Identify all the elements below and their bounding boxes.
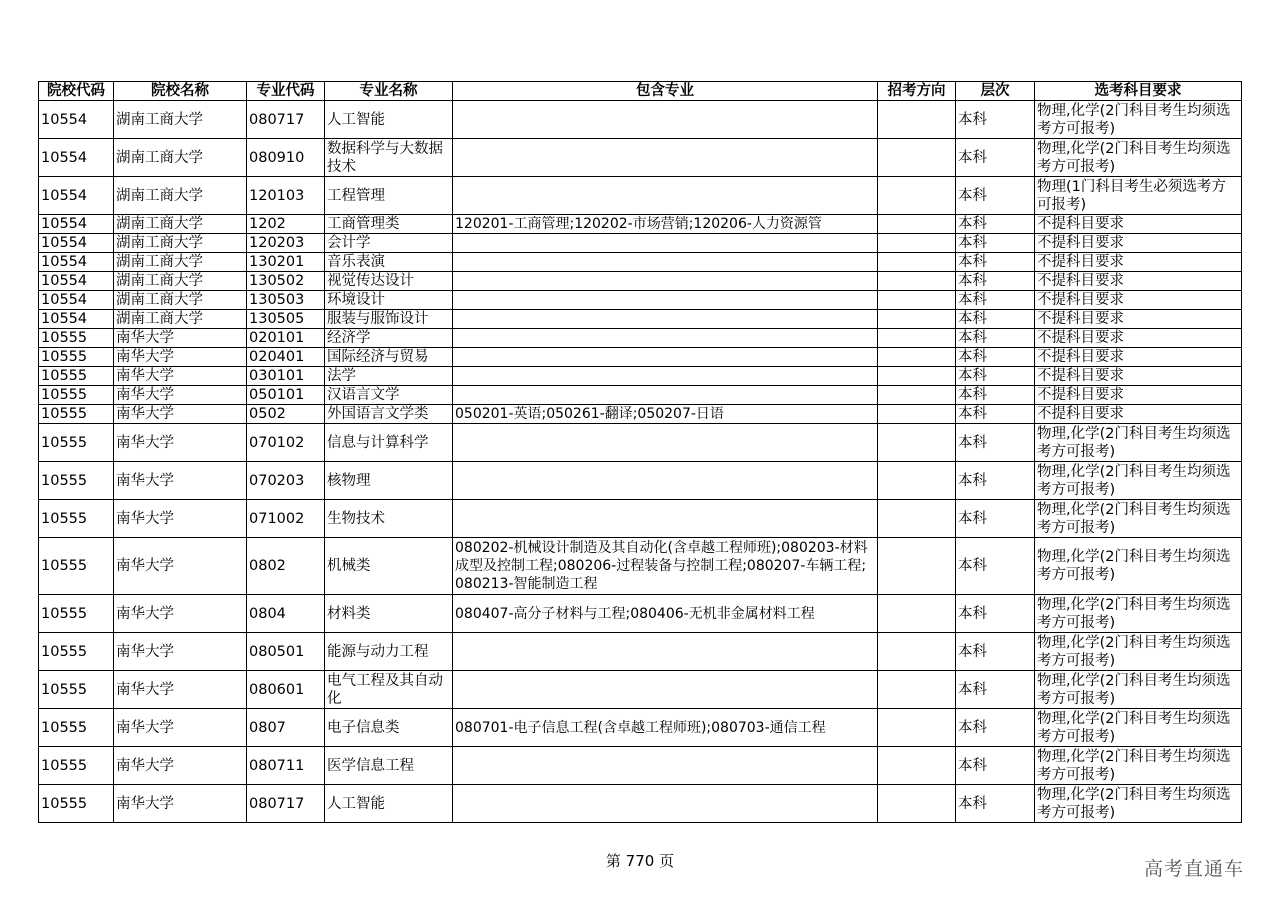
cell-school-name: 南华大学 — [114, 709, 247, 747]
cell-major-code: 0807 — [247, 709, 325, 747]
cell-programs — [453, 234, 878, 253]
cell-level: 本科 — [956, 367, 1035, 386]
cell-major-code: 080711 — [247, 747, 325, 785]
cell-requirement: 不提科目要求 — [1035, 215, 1242, 234]
header-level: 层次 — [956, 82, 1035, 101]
cell-school-code: 10554 — [39, 310, 114, 329]
cell-major-name: 服装与服饰设计 — [325, 310, 453, 329]
cell-programs: 050201-英语;050261-翻译;050207-日语 — [453, 405, 878, 424]
table-row — [39, 424, 1242, 462]
header-direction: 招考方向 — [878, 82, 956, 101]
cell-requirement: 物理,化学(2门科目考生均须选考方可报考) — [1035, 785, 1242, 823]
cell-major-code: 120203 — [247, 234, 325, 253]
cell-major-code: 070102 — [247, 424, 325, 462]
cell-programs: 080202-机械设计制造及其自动化(含卓越工程师班);080203-材料成型及控制工程;080206-过程装备与控制工程;080207-车辆工程;080213-智能制造工程 — [453, 538, 878, 595]
cell-direction — [878, 500, 956, 538]
cell-programs — [453, 671, 878, 709]
cell-level: 本科 — [956, 215, 1035, 234]
table-row — [39, 633, 1242, 671]
cell-school-name: 南华大学 — [114, 462, 247, 500]
cell-major-name: 能源与动力工程 — [325, 633, 453, 671]
cell-major-code: 080717 — [247, 785, 325, 823]
cell-requirement: 不提科目要求 — [1035, 405, 1242, 424]
cell-level: 本科 — [956, 633, 1035, 671]
cell-school-code: 10555 — [39, 785, 114, 823]
cell-school-name: 南华大学 — [114, 348, 247, 367]
table-row — [39, 538, 1242, 595]
cell-requirement: 不提科目要求 — [1035, 329, 1242, 348]
cell-major-name: 外国语言文学类 — [325, 405, 453, 424]
cell-requirement: 物理,化学(2门科目考生均须选考方可报考) — [1035, 671, 1242, 709]
table-row — [39, 405, 1242, 424]
cell-major-code: 0804 — [247, 595, 325, 633]
header-requirement: 选考科目要求 — [1035, 82, 1242, 101]
cell-major-code: 130505 — [247, 310, 325, 329]
cell-programs — [453, 272, 878, 291]
cell-level: 本科 — [956, 291, 1035, 310]
cell-direction — [878, 424, 956, 462]
table-row — [39, 272, 1242, 291]
cell-major-code: 020101 — [247, 329, 325, 348]
cell-major-name: 电子信息类 — [325, 709, 453, 747]
cell-major-name: 医学信息工程 — [325, 747, 453, 785]
cell-direction — [878, 215, 956, 234]
cell-requirement: 不提科目要求 — [1035, 253, 1242, 272]
cell-major-name: 音乐表演 — [325, 253, 453, 272]
cell-direction — [878, 633, 956, 671]
cell-major-code: 080601 — [247, 671, 325, 709]
cell-major-name: 视觉传达设计 — [325, 272, 453, 291]
table-row — [39, 215, 1242, 234]
header-row — [39, 82, 1242, 101]
cell-level: 本科 — [956, 329, 1035, 348]
table-row — [39, 177, 1242, 215]
cell-direction — [878, 329, 956, 348]
cell-major-code: 120103 — [247, 177, 325, 215]
cell-requirement: 物理,化学(2门科目考生均须选考方可报考) — [1035, 424, 1242, 462]
cell-major-code: 050101 — [247, 386, 325, 405]
table-row — [39, 462, 1242, 500]
cell-programs — [453, 747, 878, 785]
cell-requirement: 不提科目要求 — [1035, 234, 1242, 253]
header-major-code: 专业代码 — [247, 82, 325, 101]
cell-direction — [878, 367, 956, 386]
cell-requirement: 物理,化学(2门科目考生均须选考方可报考) — [1035, 538, 1242, 595]
cell-direction — [878, 234, 956, 253]
cell-requirement: 物理,化学(2门科目考生均须选考方可报考) — [1035, 595, 1242, 633]
table-row — [39, 253, 1242, 272]
cell-direction — [878, 671, 956, 709]
cell-direction — [878, 310, 956, 329]
cell-programs — [453, 177, 878, 215]
cell-school-code: 10555 — [39, 747, 114, 785]
cell-direction — [878, 101, 956, 139]
cell-level: 本科 — [956, 272, 1035, 291]
cell-level: 本科 — [956, 348, 1035, 367]
cell-major-name: 数据科学与大数据技术 — [325, 139, 453, 177]
cell-school-name: 湖南工商大学 — [114, 291, 247, 310]
cell-school-name: 南华大学 — [114, 633, 247, 671]
cell-level: 本科 — [956, 709, 1035, 747]
cell-direction — [878, 272, 956, 291]
cell-school-code: 10555 — [39, 633, 114, 671]
cell-major-code: 130502 — [247, 272, 325, 291]
cell-direction — [878, 462, 956, 500]
cell-major-name: 生物技术 — [325, 500, 453, 538]
cell-programs — [453, 329, 878, 348]
table-row — [39, 500, 1242, 538]
cell-level: 本科 — [956, 386, 1035, 405]
cell-major-name: 工程管理 — [325, 177, 453, 215]
cell-school-code: 10555 — [39, 424, 114, 462]
cell-school-name: 湖南工商大学 — [114, 253, 247, 272]
cell-school-name: 南华大学 — [114, 386, 247, 405]
cell-major-code: 080717 — [247, 101, 325, 139]
cell-programs — [453, 424, 878, 462]
page-number: 第 770 页 — [605, 852, 675, 870]
table-row — [39, 139, 1242, 177]
cell-level: 本科 — [956, 253, 1035, 272]
cell-major-name: 人工智能 — [325, 785, 453, 823]
cell-direction — [878, 405, 956, 424]
cell-programs — [453, 139, 878, 177]
cell-school-name: 南华大学 — [114, 671, 247, 709]
cell-direction — [878, 709, 956, 747]
cell-major-name: 法学 — [325, 367, 453, 386]
cell-requirement: 不提科目要求 — [1035, 310, 1242, 329]
cell-programs — [453, 348, 878, 367]
cell-programs — [453, 386, 878, 405]
cell-level: 本科 — [956, 500, 1035, 538]
cell-level: 本科 — [956, 234, 1035, 253]
cell-major-name: 工商管理类 — [325, 215, 453, 234]
table-row — [39, 595, 1242, 633]
cell-direction — [878, 785, 956, 823]
cell-requirement: 不提科目要求 — [1035, 386, 1242, 405]
cell-programs — [453, 310, 878, 329]
cell-major-name: 电气工程及其自动化 — [325, 671, 453, 709]
cell-major-code: 030101 — [247, 367, 325, 386]
watermark: 高考直通车 — [1144, 858, 1245, 880]
cell-level: 本科 — [956, 538, 1035, 595]
table-row — [39, 671, 1242, 709]
table-row — [39, 785, 1242, 823]
cell-programs — [453, 500, 878, 538]
cell-level: 本科 — [956, 310, 1035, 329]
cell-school-name: 南华大学 — [114, 329, 247, 348]
cell-major-code: 1202 — [247, 215, 325, 234]
cell-school-code: 10555 — [39, 329, 114, 348]
cell-requirement: 不提科目要求 — [1035, 367, 1242, 386]
header-school-code: 院校代码 — [39, 82, 114, 101]
cell-requirement: 不提科目要求 — [1035, 291, 1242, 310]
cell-school-code: 10554 — [39, 234, 114, 253]
cell-requirement: 物理,化学(2门科目考生均须选考方可报考) — [1035, 101, 1242, 139]
cell-school-code: 10555 — [39, 348, 114, 367]
cell-school-name: 湖南工商大学 — [114, 101, 247, 139]
cell-direction — [878, 177, 956, 215]
cell-school-name: 湖南工商大学 — [114, 139, 247, 177]
cell-level: 本科 — [956, 747, 1035, 785]
cell-school-code: 10555 — [39, 462, 114, 500]
cell-school-code: 10554 — [39, 291, 114, 310]
cell-programs — [453, 101, 878, 139]
cell-requirement: 不提科目要求 — [1035, 348, 1242, 367]
cell-school-code: 10555 — [39, 500, 114, 538]
cell-programs: 080407-高分子材料与工程;080406-无机非金属材料工程 — [453, 595, 878, 633]
cell-level: 本科 — [956, 177, 1035, 215]
table-row — [39, 291, 1242, 310]
cell-major-name: 国际经济与贸易 — [325, 348, 453, 367]
cell-level: 本科 — [956, 671, 1035, 709]
cell-major-code: 0802 — [247, 538, 325, 595]
cell-direction — [878, 595, 956, 633]
cell-requirement: 物理,化学(2门科目考生均须选考方可报考) — [1035, 747, 1242, 785]
cell-school-name: 南华大学 — [114, 747, 247, 785]
cell-school-name: 湖南工商大学 — [114, 272, 247, 291]
cell-school-code: 10555 — [39, 595, 114, 633]
cell-school-name: 南华大学 — [114, 405, 247, 424]
cell-school-name: 湖南工商大学 — [114, 234, 247, 253]
cell-level: 本科 — [956, 405, 1035, 424]
cell-school-code: 10555 — [39, 386, 114, 405]
table-row — [39, 709, 1242, 747]
cell-school-code: 10554 — [39, 272, 114, 291]
major-table — [38, 81, 1242, 823]
cell-school-name: 湖南工商大学 — [114, 215, 247, 234]
header-major-name: 专业名称 — [325, 82, 453, 101]
cell-major-name: 汉语言文学 — [325, 386, 453, 405]
cell-major-name: 信息与计算科学 — [325, 424, 453, 462]
header-school-name: 院校名称 — [114, 82, 247, 101]
cell-school-name: 湖南工商大学 — [114, 177, 247, 215]
cell-school-name: 湖南工商大学 — [114, 310, 247, 329]
cell-direction — [878, 747, 956, 785]
cell-requirement: 物理,化学(2门科目考生均须选考方可报考) — [1035, 139, 1242, 177]
cell-programs: 080701-电子信息工程(含卓越工程师班);080703-通信工程 — [453, 709, 878, 747]
cell-major-name: 材料类 — [325, 595, 453, 633]
cell-programs — [453, 633, 878, 671]
cell-school-code: 10555 — [39, 538, 114, 595]
cell-school-code: 10554 — [39, 215, 114, 234]
cell-direction — [878, 386, 956, 405]
cell-major-code: 020401 — [247, 348, 325, 367]
cell-direction — [878, 139, 956, 177]
header-programs: 包含专业 — [453, 82, 878, 101]
cell-major-code: 080910 — [247, 139, 325, 177]
cell-major-name: 环境设计 — [325, 291, 453, 310]
cell-major-code: 130503 — [247, 291, 325, 310]
cell-level: 本科 — [956, 462, 1035, 500]
cell-school-code: 10554 — [39, 139, 114, 177]
cell-school-code: 10554 — [39, 101, 114, 139]
cell-requirement: 物理,化学(2门科目考生均须选考方可报考) — [1035, 462, 1242, 500]
cell-major-name: 经济学 — [325, 329, 453, 348]
table-row — [39, 234, 1242, 253]
cell-requirement: 不提科目要求 — [1035, 272, 1242, 291]
table-row — [39, 329, 1242, 348]
table-row — [39, 386, 1242, 405]
cell-major-code: 130201 — [247, 253, 325, 272]
cell-programs — [453, 367, 878, 386]
table-row — [39, 101, 1242, 139]
cell-requirement: 物理,化学(2门科目考生均须选考方可报考) — [1035, 633, 1242, 671]
cell-school-code: 10555 — [39, 709, 114, 747]
cell-major-name: 核物理 — [325, 462, 453, 500]
cell-major-code: 0502 — [247, 405, 325, 424]
cell-level: 本科 — [956, 595, 1035, 633]
cell-requirement: 物理,化学(2门科目考生均须选考方可报考) — [1035, 709, 1242, 747]
cell-direction — [878, 538, 956, 595]
cell-level: 本科 — [956, 424, 1035, 462]
cell-level: 本科 — [956, 785, 1035, 823]
cell-requirement: 物理(1门科目考生必须选考方可报考) — [1035, 177, 1242, 215]
cell-major-code: 071002 — [247, 500, 325, 538]
table-row — [39, 747, 1242, 785]
cell-programs — [453, 785, 878, 823]
cell-programs — [453, 462, 878, 500]
cell-direction — [878, 291, 956, 310]
table-row — [39, 348, 1242, 367]
cell-school-code: 10554 — [39, 253, 114, 272]
cell-school-name: 南华大学 — [114, 785, 247, 823]
cell-school-name: 南华大学 — [114, 367, 247, 386]
cell-major-code: 070203 — [247, 462, 325, 500]
cell-level: 本科 — [956, 101, 1035, 139]
cell-school-name: 南华大学 — [114, 500, 247, 538]
cell-programs: 120201-工商管理;120202-市场营销;120206-人力资源管 — [453, 215, 878, 234]
table-row — [39, 367, 1242, 386]
cell-school-name: 南华大学 — [114, 538, 247, 595]
cell-major-name: 人工智能 — [325, 101, 453, 139]
cell-direction — [878, 348, 956, 367]
cell-programs — [453, 253, 878, 272]
cell-major-name: 会计学 — [325, 234, 453, 253]
cell-level: 本科 — [956, 139, 1035, 177]
cell-major-name: 机械类 — [325, 538, 453, 595]
cell-school-code: 10555 — [39, 405, 114, 424]
cell-direction — [878, 253, 956, 272]
cell-requirement: 物理,化学(2门科目考生均须选考方可报考) — [1035, 500, 1242, 538]
cell-major-code: 080501 — [247, 633, 325, 671]
cell-school-name: 南华大学 — [114, 424, 247, 462]
cell-school-code: 10555 — [39, 671, 114, 709]
table-row — [39, 310, 1242, 329]
cell-programs — [453, 291, 878, 310]
cell-school-name: 南华大学 — [114, 595, 247, 633]
table-body — [39, 101, 1242, 823]
cell-school-code: 10555 — [39, 367, 114, 386]
cell-school-code: 10554 — [39, 177, 114, 215]
